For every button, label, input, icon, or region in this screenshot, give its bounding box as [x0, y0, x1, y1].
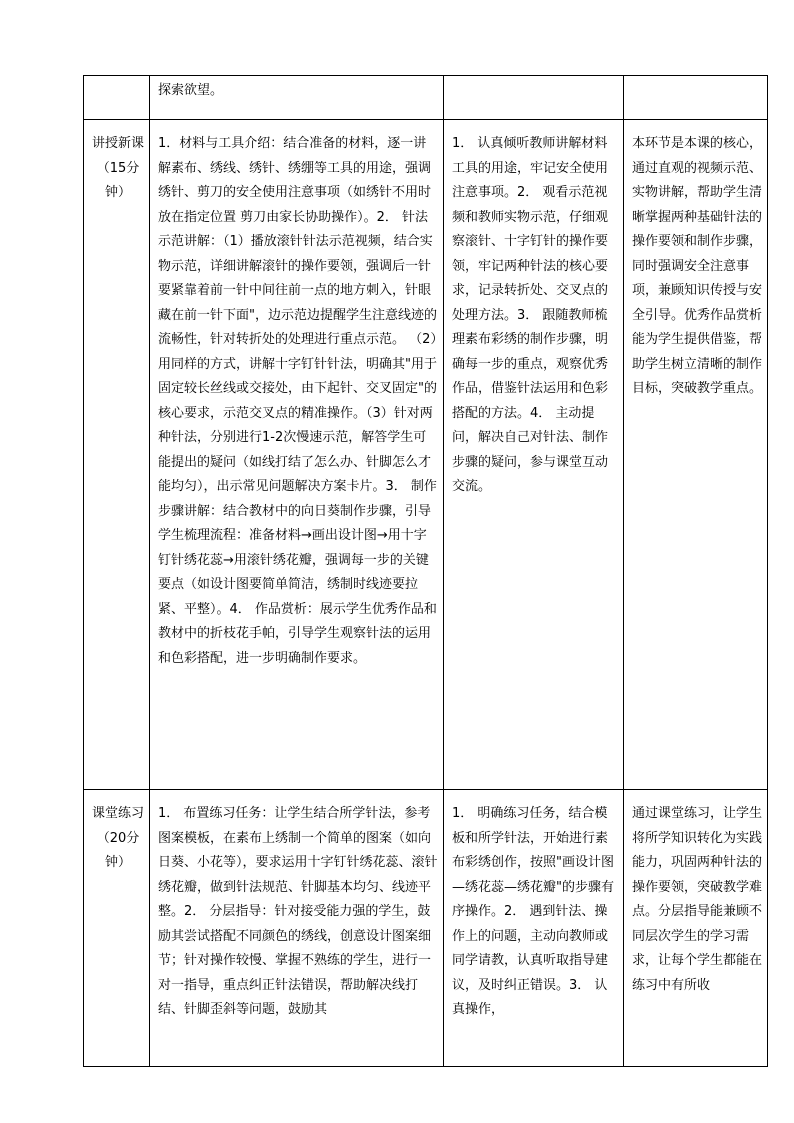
stage-label: 讲授新课 — [92, 136, 145, 151]
stage-duration: （20分钟） — [96, 830, 140, 870]
design-intent-cell: 通过课堂练习，让学生将所学知识转化为实践能力，巩固两种针法的操作要领，突破教学难点。分层指导能兼顾不同层次学生的学习需求，让每个学生都能在练习中有所收 — [624, 790, 768, 1067]
student-activity-cell: 1． 认真倾听教师讲解材料工具的用途，牢记安全使用注意事项。2． 观看示范视频和教师实物示范，仔细观察滚针、十字钉针的操作要领，牢记两种针法的核心要求，记录转折处、交叉点的处理方法。3． 跟随教师梳理素布彩绣的制作步骤，明确每一步的重点，观察优秀作品，借鉴针法运用和色彩搭配的方法。4． 主动提问，解决自己对针法、制作步骤的疑问，参与课堂互动交流。 — [444, 120, 624, 790]
student-activity-cell — [444, 76, 624, 120]
table-row — [84, 120, 768, 790]
stage-cell — [84, 120, 150, 790]
teacher-activity-cell: 1． 布置练习任务：让学生结合所学针法，参考图案模板，在素布上绣制一个简单的图案（如向日葵、小花等），要求运用十字钉针绣花蕊、滚针绣花瓣，做到针法规范、针脚基本均匀、线迹平整。2． 分层指导：针对接受能力强的学生，鼓励其尝试搭配不同颜色的绣线，创意设计图案细节；针对操作较慢、掌握不熟练的学生，进行一对一指导，重点纠正针法错误，帮助解决线打结、针脚歪斜等问题，鼓励其 — [150, 790, 444, 1067]
table-row — [84, 790, 768, 1067]
table-row — [84, 76, 768, 120]
stage-cell — [84, 76, 150, 120]
design-intent-cell: 本环节是本课的核心，通过直观的视频示范、实物讲解，帮助学生清晰掌握两种基础针法的操作要领和制作步骤，同时强调安全注意事项，兼顾知识传授与安全引导。优秀作品赏析能为学生提供借鉴，帮助学生树立清晰的制作目标，突破教学重点。 — [624, 120, 768, 790]
teacher-activity-cell: 探索欲望。 — [150, 76, 444, 120]
teacher-activity-cell: 1．材料与工具介绍：结合准备的材料，逐一讲解素布、绣线、绣针、绣绷等工具的用途，强调绣针、剪刀的安全使用注意事项（如绣针不用时放在指定位置 剪刀由家长协助操作）。2． 针法示范讲解：（1）播放滚针针法示范视频，结合实物示范，详细讲解滚针的操作要领，强调后一针要紧靠着前一针中间往前一点的地方刺入，针眼藏在前一针下面"，边示范边提醒学生注意线迹的流畅性，针对转折处的处理进行重点示范。 （2）用同样的方式，讲解十字钉针针法，明确其"用于固定较长丝线或交接处，由下起针、交叉固定"的核心要求，示范交叉点的精准操作。（3）针对两种针法，分别进行1-2次慢速示范，解答学生可能提出的疑问（如线打结了怎么办、针脚怎么才能均匀），出示常见问题解决方案卡片。3． 制作步骤讲解：结合教材中的向日葵制作步骤，引导学生梳理流程：准备材料→画出设计图→用十字钉针绣花蕊→用滚针绣花瓣，强调每一步的关键要点（如设计图要简单简洁，绣制时线迹要拉紧、平整）。4． 作品赏析：展示学生优秀作品和教材中的折枝花手帕，引导学生观察针法的运用和色彩搭配，进一步明确制作要求。 — [150, 120, 444, 790]
stage-duration: （15分钟） — [96, 160, 140, 200]
design-intent-cell — [624, 76, 768, 120]
student-activity-cell: 1． 明确练习任务，结合模板和所学针法，开始进行素布彩绣创作，按照"画设计图—绣花蕊—绣花瓣"的步骤有序操作。2． 遇到针法、操作上的问题，主动向教师或同学请教，认真听取指导建议，及时纠正错误。3． 认真操作， — [444, 790, 624, 1067]
lesson-plan-table — [83, 75, 768, 1067]
stage-label: 课堂练习 — [92, 806, 145, 821]
stage-cell — [84, 790, 150, 1067]
